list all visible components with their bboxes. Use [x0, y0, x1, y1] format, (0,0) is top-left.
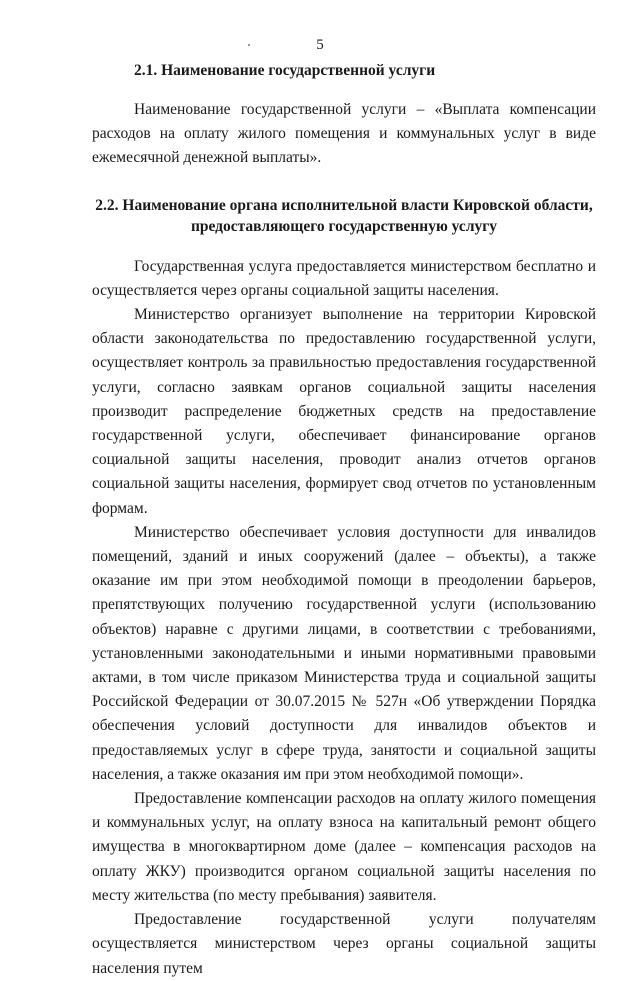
paragraph: Наименование государственной услуги – «Выплата компенсации расходов на оплату жилого помещения и коммунальных услуг в виде ежемесячной денежной выплаты». [92, 101, 596, 167]
document-body [92, 60, 596, 981]
paragraph: Министерство обеспечивает условия доступности для инвалидов помещений, зданий и иных сооружений (далее – объекты), а также оказание им при этом необходимой помощи в преодолении барьеров, препятствующих получению государственной услуги (использованию объектов) наравне с другими лицами, в соответствии с требованиями, установленными законодательными и иными нормативными правовыми актами, в том числе приказом Министерства труда и социальной защиты Российской Федерации от 30.07.2015 № 527н «Об утверждении Порядка обеспечения условий доступности для инвалидов объектов и предоставляемых услуг в сфере труда, занятости и социальной защиты населения, а также оказания им при этом необходимой помощи». [92, 523, 596, 783]
paragraph: Министерство организует выполнение на территории Кировской области законодательства по предоставлению государственной услуги, осуществляет контроль за правильностью предоставления государственной услуги, согласно заявкам органов социальной защиты населения производит распределение бюджетных средств на предоставление государственной услуги, обеспечивает финансирование органов социальной защиты населения, проводит анализ отчетов органов социальной защиты населения, формирует свод отчетов по установленным формам. [92, 306, 596, 517]
paragraph: Государственная услуга предоставляется министерством бесплатно и осуществляется через органы социальной защиты населения. [92, 257, 596, 299]
section-heading-2-2: 2.2. Наименование органа исполнительной власти Кировской области, предоставляющего государственную услугу [95, 196, 593, 235]
section-heading-2-1: 2.1. Наименование государственной услуги [134, 62, 436, 79]
page-number: 5 [316, 37, 324, 53]
paragraph: Предоставление компенсации расходов на оплату жилого помещения и коммунальных услуг, на оплату взноса на капитальный ремонт общего имущества в многоквартирном доме (далее – компенсация расходов на оплату ЖКУ) производится органом социальной защиты населения по месту жительства (по месту пребывания) заявителя. [92, 790, 596, 904]
paragraph: Предоставление государственной услуги получателям осуществляется министерством через органы социальной защиты населения путем [92, 911, 596, 977]
